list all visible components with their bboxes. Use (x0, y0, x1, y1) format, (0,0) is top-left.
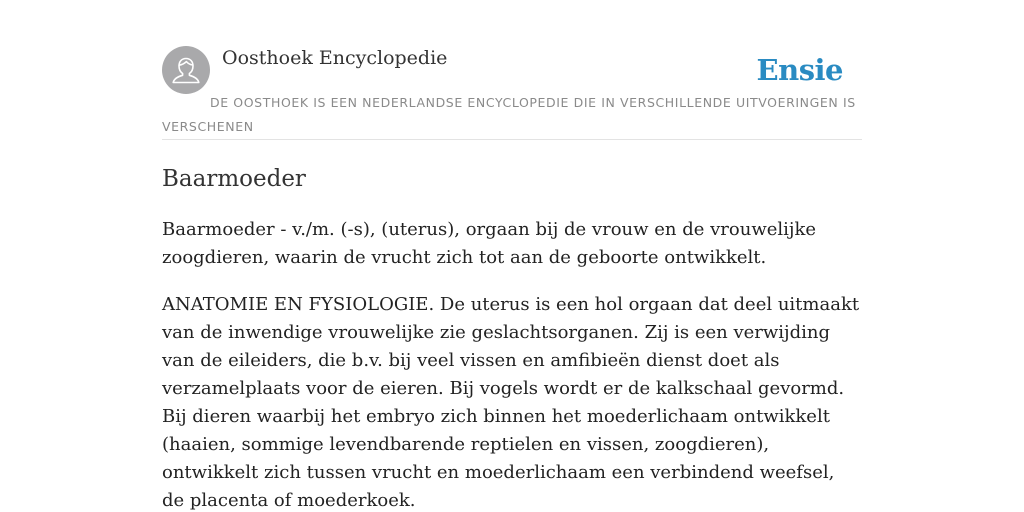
source-description: DE OOSTHOEK IS EEN NEDERLANDSE ENCYCLOPEDIE DIE IN VERSCHILLENDE UITVOERINGEN IS VERSCHENEN (162, 95, 856, 134)
content-container (162, 46, 862, 512)
entry-paragraph: Baarmoeder - v./m. (-s), (uterus), orgaan bij de vrouw en de vrouwelijke zoogdieren, waarin de vrucht zich tot aan de geboorte ontwikkelt. (162, 219, 817, 268)
source-title[interactable]: Oosthoek Encyclopedie (222, 47, 448, 69)
user-silhouette-icon (162, 46, 210, 94)
source-avatar[interactable] (162, 46, 210, 94)
entry-body (162, 216, 862, 512)
ensie-logo[interactable]: Ensie (756, 53, 843, 87)
source-header (162, 46, 862, 140)
entry-paragraph: ANATOMIE EN FYSIOLOGIE. De uterus is een hol orgaan dat deel uitmaakt van de inwendige vrouwelijke zie geslachtsorganen. Zij is een verwijding van de eileiders, die b.v. bij veel vissen en amfibieën dienst doet als verzamelplaats voor de eieren. Bij vogels wordt er de kalkschaal gevormd. Bij dieren waarbij het embryo zich binnen het moederlichaam ontwikkelt (haaien, sommige levendbarende reptielen en vissen, zoogdieren), ontwikkelt zich tussen vrucht en moederlichaam een verbindend weefsel, de placenta of moederkoek. (162, 294, 860, 511)
entry-title: Baarmoeder (162, 166, 306, 192)
